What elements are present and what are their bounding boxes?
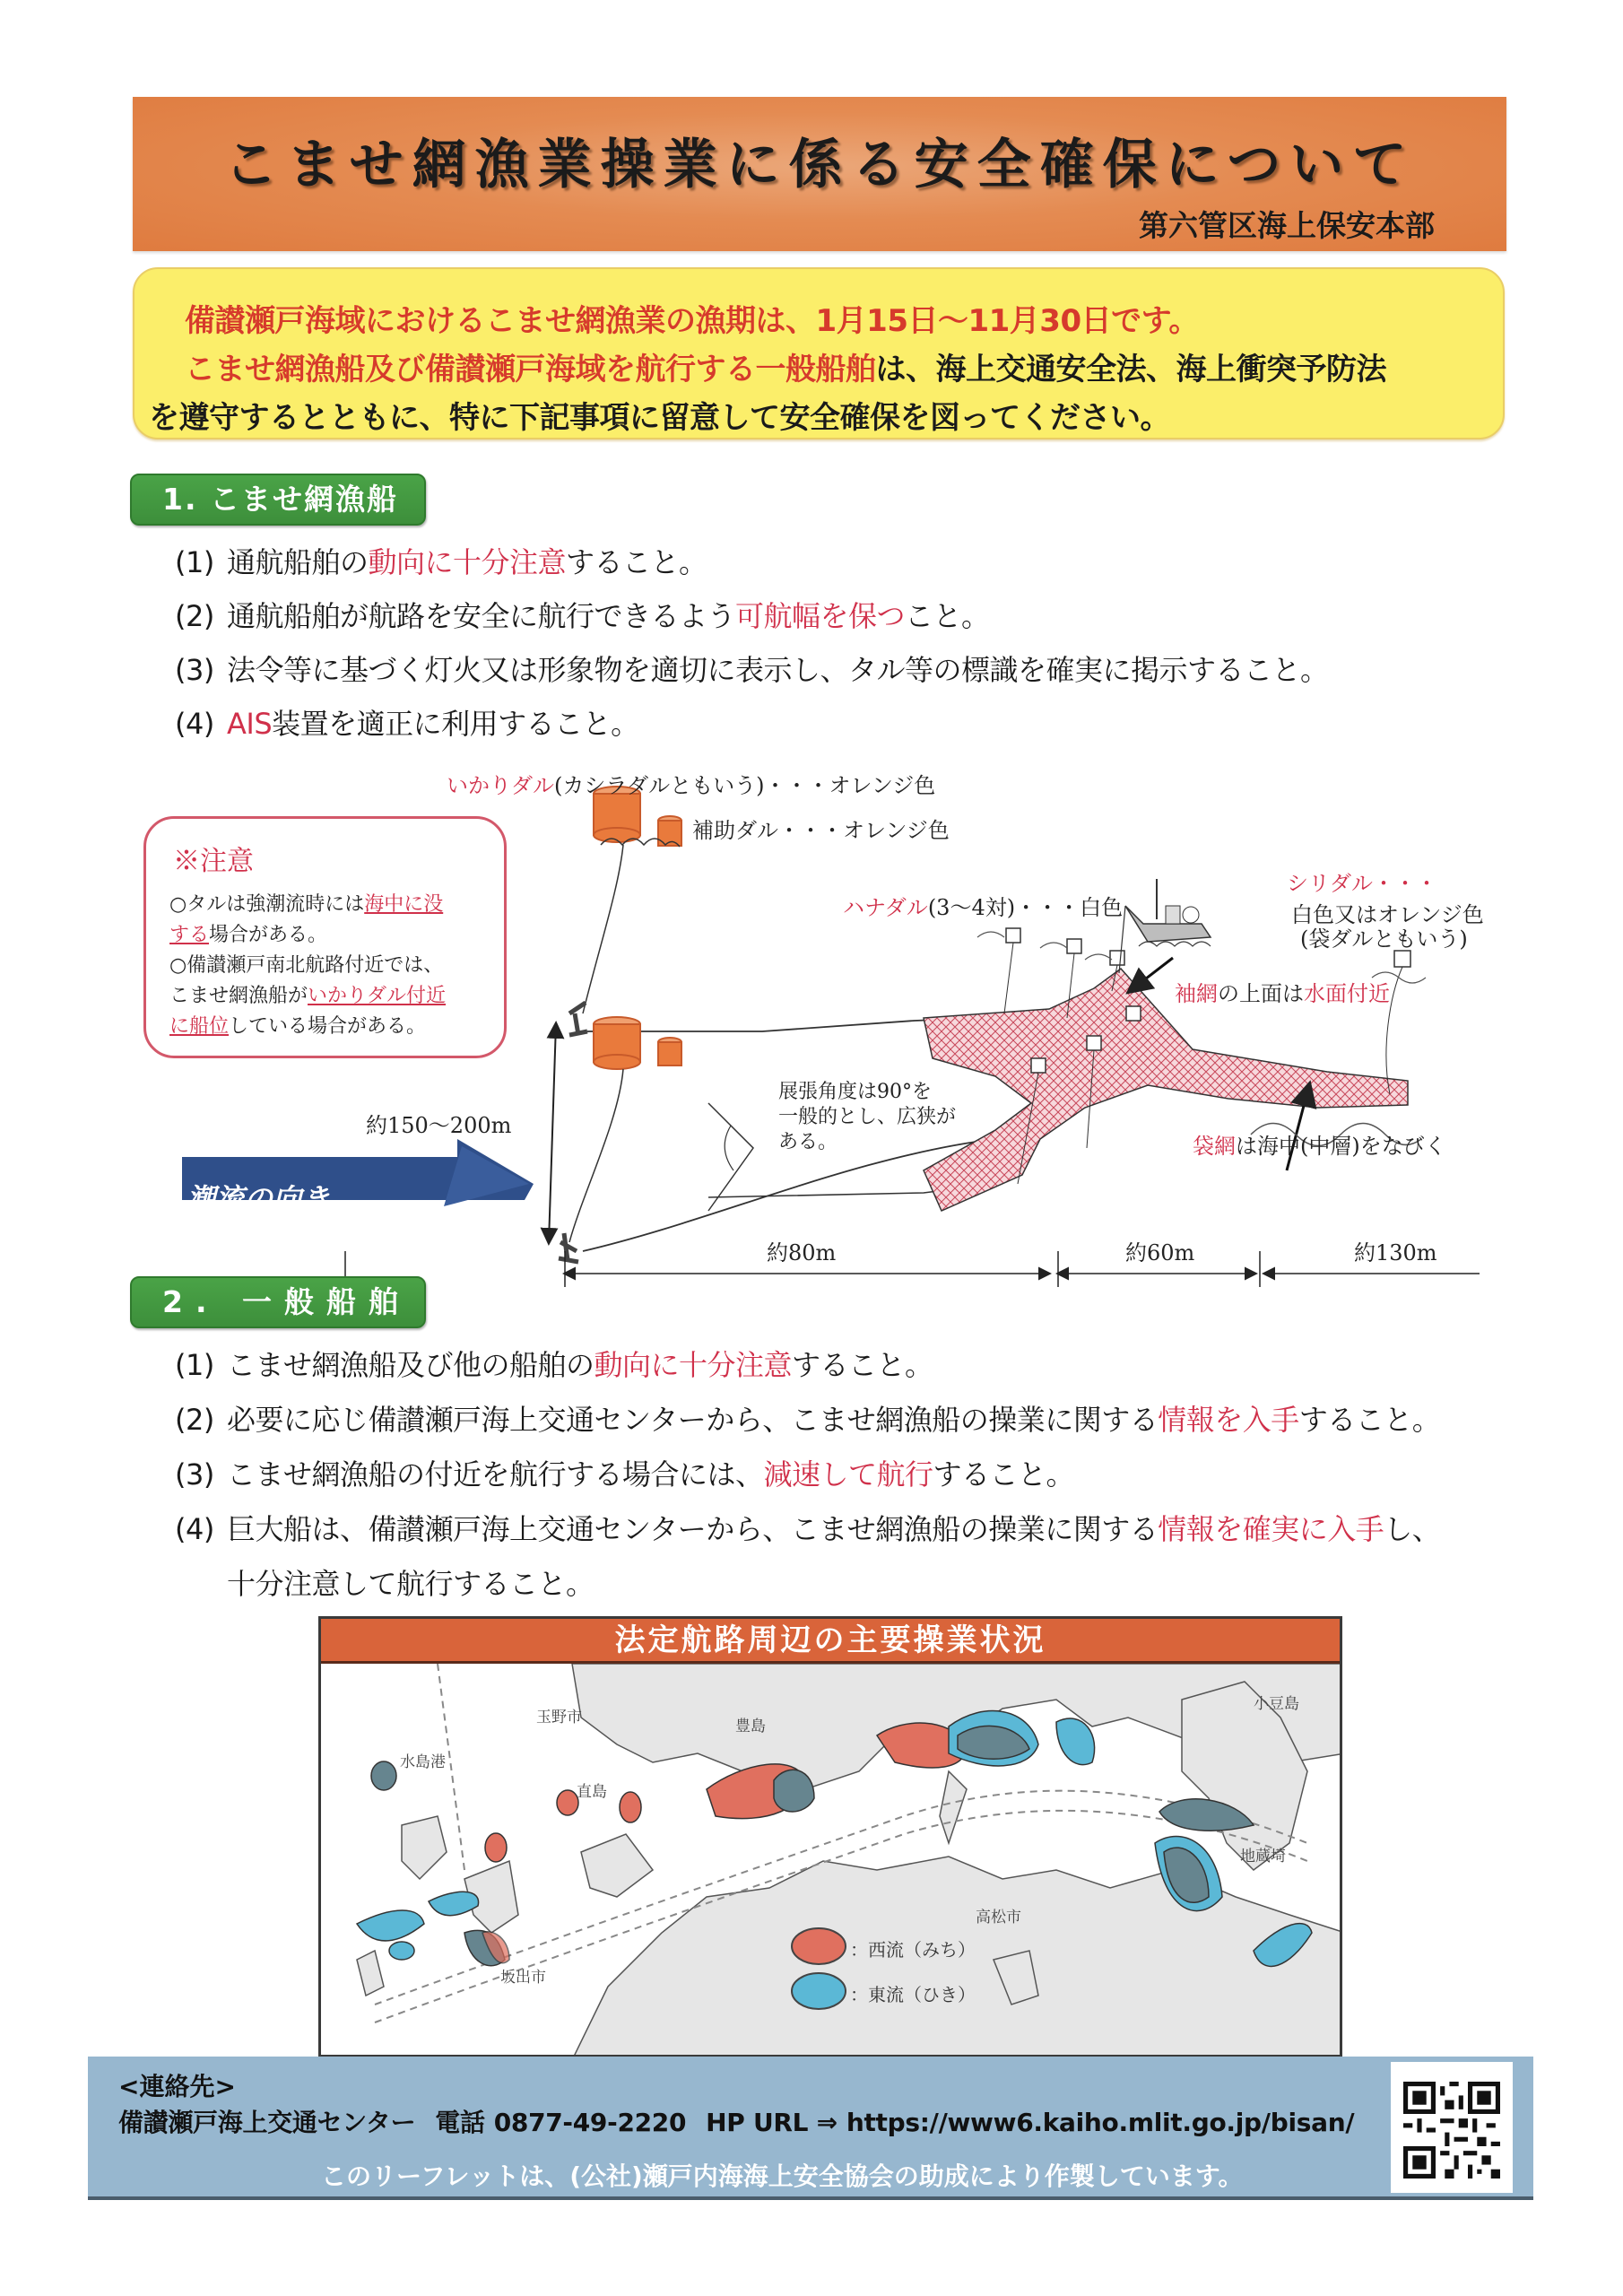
section-1-item: (1) 通航船舶の動向に十分注意すること。	[175, 545, 707, 579]
highlight-text: 動向に十分注意	[368, 545, 567, 579]
shiri-taru-desc-1: 白色又はオレンジ色	[1291, 902, 1484, 927]
qr-code-icon	[1403, 2082, 1500, 2179]
map-graphic	[321, 1664, 1342, 2057]
legend-west-swatch	[792, 1928, 846, 1964]
section-2-item: (1) こませ網漁船及び他の船舶の動向に十分注意すること。	[175, 1348, 933, 1382]
highlight-text: 情報を確実に入手	[1158, 1512, 1384, 1546]
contact-heading: <連絡先>	[118, 2072, 236, 2101]
website-link[interactable]: https://www6.kaiho.mlit.go.jp/bisan/	[846, 2108, 1355, 2137]
contact-info	[118, 2103, 1374, 2139]
section-1-item: (3) 法令等に基づく灯火又は形象物を適切に表示し、タル等の標識を確実に掲示すること。	[175, 653, 1329, 687]
island	[581, 1834, 653, 1897]
island	[940, 1771, 967, 1843]
length-60m-label: 約60m	[1125, 1240, 1195, 1265]
shiri-taru-desc-2: (袋ダルともいう)	[1300, 926, 1468, 952]
width-label: 約150〜200m	[366, 1113, 512, 1138]
qr-code[interactable]	[1391, 2062, 1513, 2193]
highlight-text: 動向に十分注意	[594, 1348, 793, 1382]
highlight-text: AIS	[227, 707, 273, 741]
highlight-text: 情報を入手	[1158, 1403, 1299, 1437]
fishing-boat-icon	[1125, 879, 1211, 946]
intro-season-line: 備讃瀬戸海域におけるこませ網漁業の漁期は、1月15日〜11月30日です。	[185, 303, 1199, 339]
place-label: 坂出市	[500, 1969, 546, 1987]
highlight-text: 可航幅を保つ	[735, 599, 906, 633]
intro-laws-text: は、海上交通安全法、海上衝突予防法	[875, 352, 1386, 387]
sponsor-credit: このリーフレットは、(公社)瀬戸内海海上安全協会の助成により作製しています。	[321, 2161, 1244, 2191]
length-80m-label: 約80m	[767, 1240, 837, 1265]
shiri-float-icon	[1386, 951, 1410, 1094]
intro-line-2	[185, 344, 1386, 388]
sode-net-pointer	[1130, 958, 1173, 991]
section-2-item: (3) こませ網漁船の付近を航行する場合には、減速して航行すること。	[175, 1457, 1075, 1492]
phone-number[interactable]: 0877-49-2220	[493, 2108, 687, 2137]
operations-map	[318, 1616, 1342, 2057]
center-name: 備讃瀬戸海上交通センター	[118, 2108, 416, 2137]
place-label: 高松市	[976, 1909, 1021, 1926]
map-title: 法定航路周辺の主要操業状況	[321, 1619, 1340, 1664]
hana-float-icon	[1126, 1006, 1141, 1021]
section-2-item: (2) 必要に応じ備讃瀬戸海上交通センターから、こませ網漁船の操業に関する情報を入手すること。	[175, 1403, 1441, 1437]
spread-angle-note-3: ある。	[778, 1131, 838, 1153]
komase-net-diagram	[135, 762, 1484, 1292]
section-1-item: (2) 通航船舶が航路を安全に航行できるよう可航幅を保つこと。	[175, 599, 990, 633]
contact-footer	[88, 2057, 1533, 2200]
caution-title: ※注意	[173, 846, 254, 877]
intro-target-vessels: こませ網漁船及び備讃瀬戸海域を航行する一般船舶	[185, 352, 876, 387]
page-title: こませ網漁業操業に係る安全確保について	[223, 134, 1416, 196]
anchor-icon	[559, 1233, 578, 1262]
place-label: 直島	[577, 1783, 607, 1801]
legend-east-swatch	[792, 1973, 846, 2009]
length-dimension-lines	[345, 1251, 1480, 1287]
hp-label: HP URL ⇒	[706, 2108, 838, 2137]
place-label: 玉野市	[536, 1709, 582, 1726]
width-dimension-arrow	[549, 1024, 556, 1242]
section-2-heading: 2. 一般船舶	[130, 1276, 426, 1328]
section-2-item-continuation: 十分注意して航行すること。	[227, 1567, 595, 1601]
fukuro-net-label: 袋網は海中(中層)をなびく	[1193, 1134, 1446, 1159]
section-2-item: (4) 巨大船は、備讃瀬戸海上交通センターから、こませ網漁船の操業に関する情報を確実に入手し、	[175, 1512, 1441, 1546]
length-130m-label: 約130m	[1354, 1240, 1437, 1265]
organization-name: 第六管区海上保安本部	[1139, 208, 1435, 243]
header-banner	[133, 97, 1506, 251]
current-direction-label: 潮流の向き	[187, 1182, 331, 1216]
legend-west-label: ：西流（みち）	[850, 1939, 976, 1961]
auxiliary-buoy-icon	[658, 1038, 681, 1065]
place-label: 小豆島	[1254, 1695, 1299, 1713]
spread-angle-note-2: 一般的とし、広狭が	[778, 1106, 957, 1128]
island	[357, 1951, 384, 1996]
highlight-text: 減速して航行	[763, 1457, 933, 1492]
ikari-taru-label: いかりダル(カシラダルともいう)・・・オレンジ色	[447, 773, 936, 798]
shiri-taru-label: シリダル・・・	[1287, 871, 1437, 896]
anchor-buoy-icon	[594, 1017, 640, 1069]
intro-line-3: を遵守するとともに、特に下記事項に留意して安全確保を図ってください。	[149, 400, 1170, 436]
place-label: 地蔵埼	[1240, 1848, 1286, 1866]
legend-east-label: ：東流（ひき）	[850, 1984, 976, 2005]
hana-float-icon	[1004, 928, 1020, 1013]
place-label: 水島港	[400, 1753, 446, 1771]
place-label: 豊島	[735, 1718, 766, 1735]
island	[402, 1816, 447, 1879]
hojo-taru-label: 補助ダル・・・オレンジ色	[692, 818, 950, 843]
spread-angle-note-1: 展張角度は90°を	[778, 1081, 932, 1103]
sode-net-label: 袖網の上面は水面付近	[1175, 981, 1390, 1006]
hana-taru-label: ハナダル(3〜4対)・・・白色	[843, 895, 1124, 920]
section-1-heading: 1. こませ網漁船	[130, 474, 426, 526]
section-1-item: (4) AIS装置を適正に利用すること。	[175, 707, 639, 741]
intro-box	[133, 267, 1505, 439]
caution-note-box: ※注意 ○タルは強潮流時には海中に没 する場合がある。 ○備讃瀬戸南北航路付近では、 こませ網漁船がいかりダル付近 に船位している場合がある。	[143, 816, 507, 1058]
phone-label: 電話	[435, 2108, 485, 2137]
